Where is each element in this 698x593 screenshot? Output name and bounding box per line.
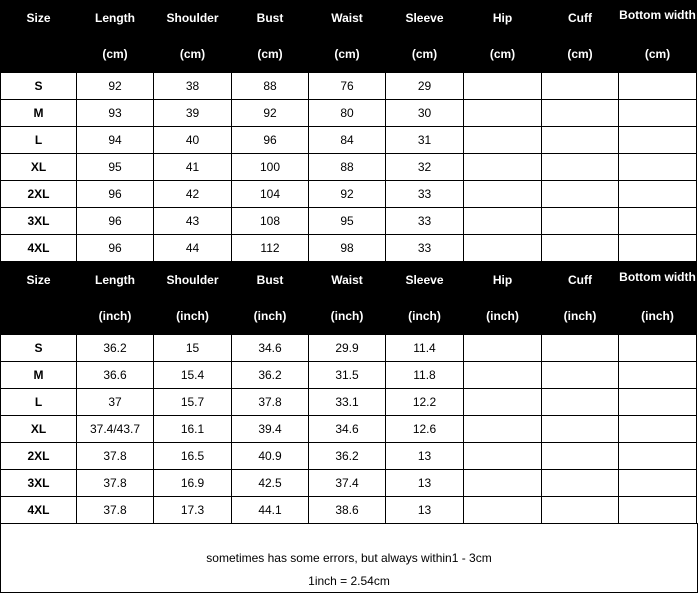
column-header (309, 263, 386, 335)
measurement-cell: 34.6 (232, 335, 309, 362)
column-header-label: Waist (331, 273, 363, 287)
header-row (1, 263, 697, 335)
size-label: 4XL (1, 497, 77, 524)
measurement-cell: 34.6 (309, 416, 386, 443)
size-table-inch (0, 262, 697, 524)
column-header (542, 263, 619, 335)
measurement-cell: 33 (386, 235, 464, 262)
measurement-cell (619, 362, 697, 389)
column-header-label: Bottom width (619, 8, 696, 22)
table-row (1, 362, 697, 389)
measurement-cell: 33.1 (309, 389, 386, 416)
measurement-cell: 31 (386, 127, 464, 154)
size-table-cm (0, 0, 697, 262)
measurement-cell: 94 (77, 127, 154, 154)
measurement-cell (542, 73, 619, 100)
measurement-cell: 92 (232, 100, 309, 127)
measurement-cell: 37.8 (77, 497, 154, 524)
measurement-cell (464, 127, 542, 154)
column-header (232, 1, 309, 73)
column-header-label: Bust (256, 11, 284, 25)
measurement-cell: 42.5 (232, 470, 309, 497)
measurement-note (0, 523, 698, 593)
measurement-cell: 98 (309, 235, 386, 262)
measurement-cell: 96 (77, 235, 154, 262)
size-label: M (1, 100, 77, 127)
size-label: M (1, 362, 77, 389)
column-header-unit: (inch) (253, 309, 287, 323)
measurement-cell (619, 470, 697, 497)
measurement-cell: 15.7 (154, 389, 232, 416)
column-header (386, 1, 464, 73)
measurement-cell (619, 497, 697, 524)
measurement-cell: 92 (309, 181, 386, 208)
measurement-cell: 17.3 (154, 497, 232, 524)
column-header-label: Sleeve (405, 273, 444, 287)
measurement-cell: 104 (232, 181, 309, 208)
size-label: 4XL (1, 235, 77, 262)
column-header-unit: (cm) (179, 47, 206, 61)
measurement-cell: 42 (154, 181, 232, 208)
measurement-cell: 93 (77, 100, 154, 127)
column-header-unit: (cm) (644, 47, 671, 61)
column-header (77, 1, 154, 73)
measurement-cell: 15 (154, 335, 232, 362)
measurement-cell (619, 443, 697, 470)
size-label: L (1, 389, 77, 416)
column-header-unit: (inch) (486, 309, 519, 323)
size-label: 2XL (1, 181, 77, 208)
column-header-unit: (inch) (330, 309, 364, 323)
measurement-cell (619, 416, 697, 443)
column-header (464, 263, 542, 335)
measurement-cell: 30 (386, 100, 464, 127)
measurement-cell: 37.8 (77, 470, 154, 497)
measurement-cell (542, 235, 619, 262)
measurement-cell: 40 (154, 127, 232, 154)
measurement-cell (464, 389, 542, 416)
measurement-cell: 11.8 (386, 362, 464, 389)
measurement-cell: 108 (232, 208, 309, 235)
measurement-cell: 112 (232, 235, 309, 262)
column-header (386, 263, 464, 335)
measurement-cell: 16.5 (154, 443, 232, 470)
measurement-cell: 38.6 (309, 497, 386, 524)
measurement-cell: 44.1 (232, 497, 309, 524)
table-row (1, 389, 697, 416)
measurement-cell: 37.8 (232, 389, 309, 416)
column-header (619, 263, 697, 335)
size-label: 3XL (1, 470, 77, 497)
measurement-cell: 80 (309, 100, 386, 127)
measurement-cell: 29 (386, 73, 464, 100)
measurement-cell: 84 (309, 127, 386, 154)
measurement-cell: 95 (309, 208, 386, 235)
measurement-cell: 13 (386, 497, 464, 524)
column-header (309, 1, 386, 73)
column-header-label: Length (95, 11, 135, 25)
measurement-cell: 33 (386, 181, 464, 208)
measurement-cell (464, 416, 542, 443)
column-header (77, 263, 154, 335)
error-tolerance-note: sometimes has some errors, but always within1 - 3cm (206, 551, 492, 565)
column-header-label: Cuff (568, 273, 592, 287)
measurement-cell: 33 (386, 208, 464, 235)
column-header-label: Shoulder (166, 273, 219, 287)
measurement-cell: 96 (232, 127, 309, 154)
measurement-cell (464, 235, 542, 262)
measurement-cell: 36.2 (309, 443, 386, 470)
measurement-cell (542, 208, 619, 235)
measurement-cell: 32 (386, 154, 464, 181)
column-header-label: Shoulder (166, 11, 219, 25)
column-header-unit: (inch) (563, 309, 597, 323)
column-header-unit: (cm) (257, 47, 283, 61)
column-header-label: Size (26, 273, 51, 287)
column-header (154, 263, 232, 335)
measurement-cell: 96 (77, 181, 154, 208)
measurement-cell: 37.4 (309, 470, 386, 497)
table-row (1, 443, 697, 470)
measurement-cell: 39.4 (232, 416, 309, 443)
measurement-cell (542, 335, 619, 362)
column-header (232, 263, 309, 335)
column-header-unit: (cm) (411, 47, 438, 61)
measurement-cell: 12.2 (386, 389, 464, 416)
measurement-cell: 39 (154, 100, 232, 127)
measurement-cell (542, 416, 619, 443)
column-header (154, 1, 232, 73)
measurement-cell: 31.5 (309, 362, 386, 389)
size-label: S (1, 73, 77, 100)
measurement-cell: 92 (77, 73, 154, 100)
column-header-unit: (cm) (334, 47, 360, 61)
column-header (1, 1, 77, 73)
measurement-cell (619, 208, 697, 235)
column-header-label: Bust (256, 273, 284, 287)
measurement-cell: 11.4 (386, 335, 464, 362)
measurement-cell (619, 100, 697, 127)
unit-conversion-note: 1inch = 2.54cm (308, 574, 390, 588)
column-header-label: Hip (492, 273, 513, 287)
column-header-unit: (cm) (102, 47, 128, 61)
table-row (1, 100, 697, 127)
measurement-cell (542, 497, 619, 524)
measurement-cell (464, 208, 542, 235)
column-header (542, 1, 619, 73)
measurement-cell: 36.2 (232, 362, 309, 389)
column-header-label: Sleeve (405, 11, 444, 25)
column-header-unit: (cm) (567, 47, 593, 61)
size-label: 3XL (1, 208, 77, 235)
measurement-cell: 37.8 (77, 443, 154, 470)
measurement-cell: 37 (77, 389, 154, 416)
measurement-cell (542, 127, 619, 154)
measurement-cell (464, 73, 542, 100)
measurement-cell: 13 (386, 443, 464, 470)
measurement-cell (619, 235, 697, 262)
measurement-cell: 16.9 (154, 470, 232, 497)
measurement-cell (619, 335, 697, 362)
measurement-cell (464, 100, 542, 127)
measurement-cell: 95 (77, 154, 154, 181)
column-header-unit: (inch) (641, 309, 674, 323)
size-label: XL (1, 416, 77, 443)
measurement-cell: 88 (309, 154, 386, 181)
measurement-cell: 29.9 (309, 335, 386, 362)
table-row (1, 235, 697, 262)
measurement-cell: 16.1 (154, 416, 232, 443)
size-label: S (1, 335, 77, 362)
measurement-cell: 100 (232, 154, 309, 181)
column-header-label: Bottom width (619, 270, 696, 284)
column-header-label: Hip (492, 11, 513, 25)
measurement-cell (464, 470, 542, 497)
measurement-cell (464, 497, 542, 524)
column-header-unit: (inch) (176, 309, 209, 323)
measurement-cell (542, 389, 619, 416)
column-header (1, 263, 77, 335)
table-row (1, 73, 697, 100)
measurement-cell: 96 (77, 208, 154, 235)
column-header-label: Length (95, 273, 135, 287)
table-row (1, 470, 697, 497)
measurement-cell: 37.4/43.7 (77, 416, 154, 443)
measurement-cell (542, 443, 619, 470)
measurement-cell: 36.6 (77, 362, 154, 389)
measurement-cell: 44 (154, 235, 232, 262)
measurement-cell: 36.2 (77, 335, 154, 362)
measurement-cell: 88 (232, 73, 309, 100)
table-row (1, 154, 697, 181)
measurement-cell (464, 181, 542, 208)
measurement-cell: 40.9 (232, 443, 309, 470)
column-header-unit: (inch) (98, 309, 132, 323)
size-label: L (1, 127, 77, 154)
measurement-cell (619, 181, 697, 208)
size-label: XL (1, 154, 77, 181)
measurement-cell (619, 154, 697, 181)
measurement-cell: 43 (154, 208, 232, 235)
measurement-cell (542, 154, 619, 181)
table-row (1, 335, 697, 362)
table-row (1, 208, 697, 235)
column-header-label: Size (26, 11, 51, 25)
measurement-cell: 15.4 (154, 362, 232, 389)
header-row (1, 1, 697, 73)
measurement-cell: 13 (386, 470, 464, 497)
column-header (464, 1, 542, 73)
column-header-unit: (inch) (408, 309, 441, 323)
measurement-cell (542, 100, 619, 127)
measurement-cell (619, 127, 697, 154)
measurement-cell (542, 362, 619, 389)
measurement-cell: 12.6 (386, 416, 464, 443)
column-header-label: Cuff (568, 11, 592, 25)
measurement-cell: 76 (309, 73, 386, 100)
column-header-label: Waist (331, 11, 363, 25)
measurement-cell (619, 73, 697, 100)
table-row (1, 181, 697, 208)
measurement-cell (464, 335, 542, 362)
measurement-cell: 38 (154, 73, 232, 100)
measurement-cell: 41 (154, 154, 232, 181)
column-header-unit: (cm) (489, 47, 516, 61)
measurement-cell (619, 389, 697, 416)
column-header (619, 1, 697, 73)
table-row (1, 497, 697, 524)
measurement-cell (464, 443, 542, 470)
table-row (1, 127, 697, 154)
measurement-cell (542, 181, 619, 208)
size-label: 2XL (1, 443, 77, 470)
measurement-cell (542, 470, 619, 497)
measurement-cell (464, 154, 542, 181)
table-row (1, 416, 697, 443)
measurement-cell (464, 362, 542, 389)
